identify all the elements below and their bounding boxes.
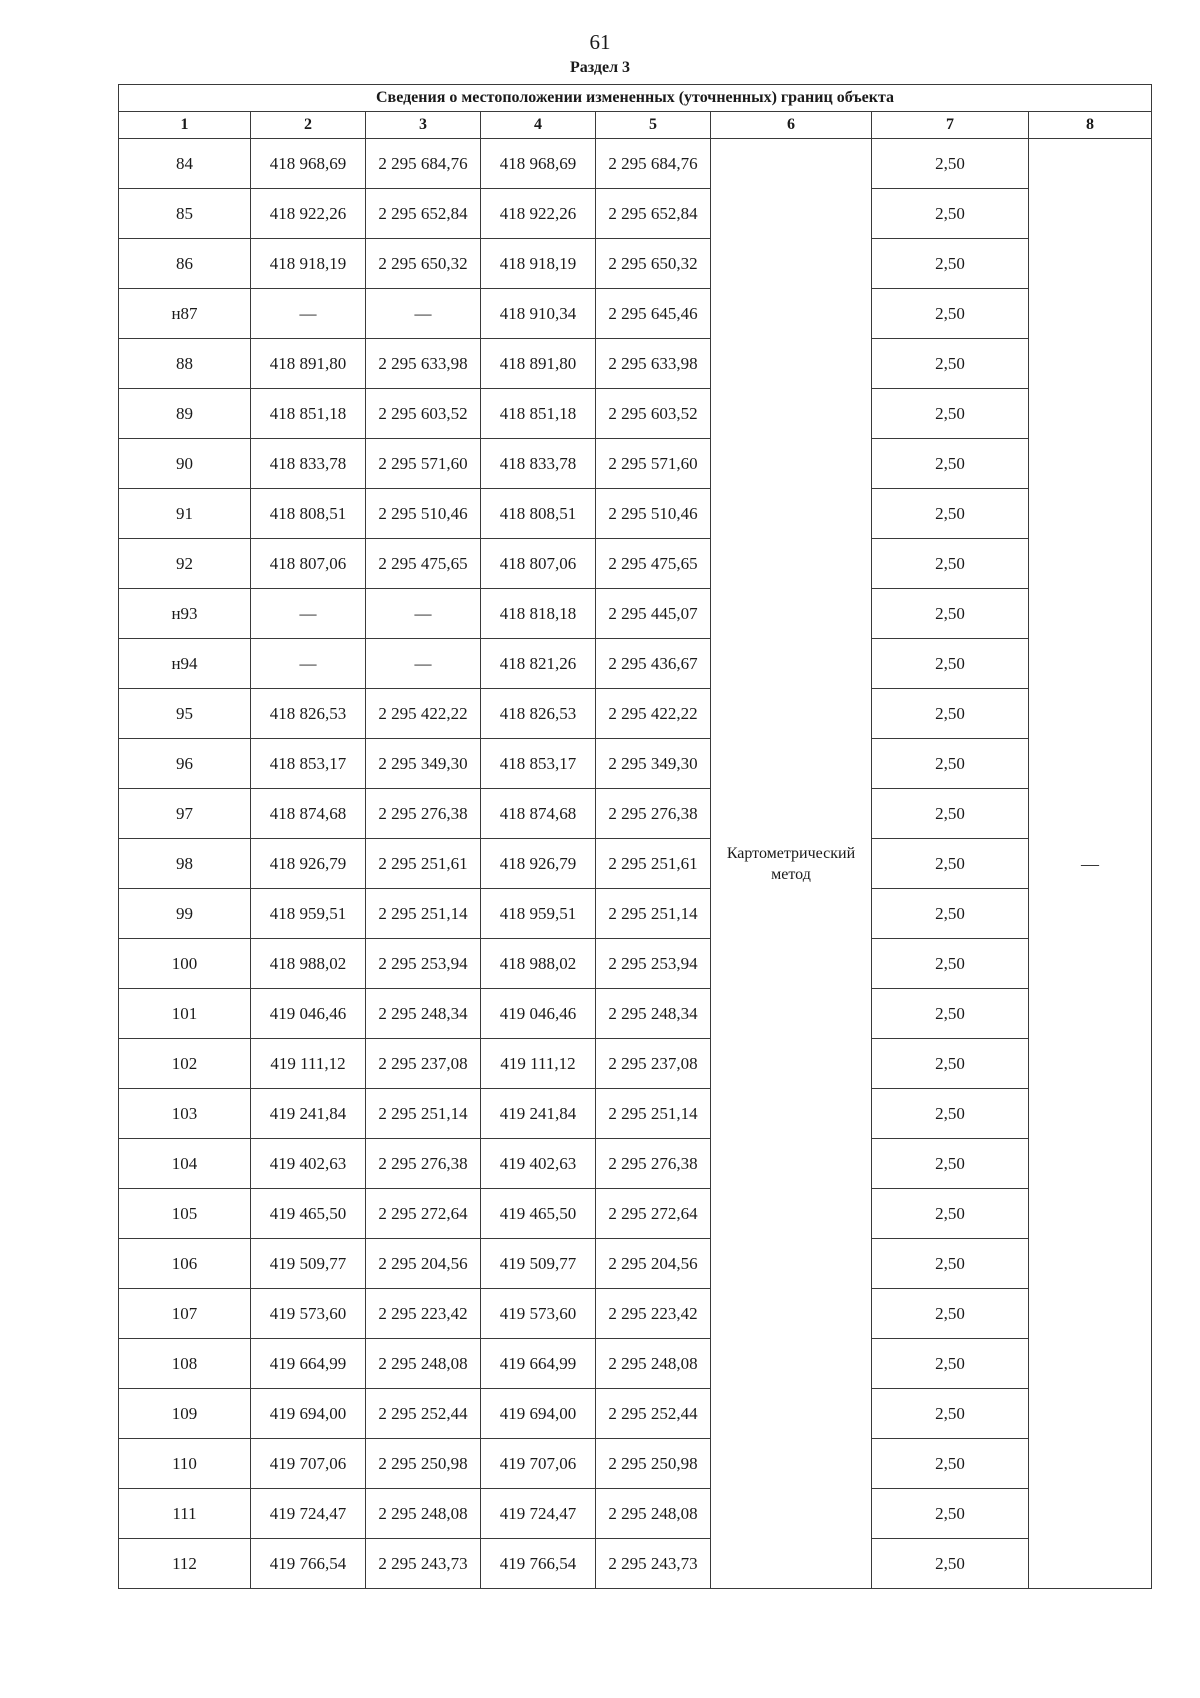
column-number: 3 xyxy=(366,112,481,139)
new-y-cell: 2 295 276,38 xyxy=(596,789,711,839)
table-row xyxy=(119,739,1152,789)
new-x-cell: 418 851,18 xyxy=(481,389,596,439)
table-row xyxy=(119,439,1152,489)
column-number: 5 xyxy=(596,112,711,139)
old-x-cell: 419 664,99 xyxy=(251,1339,366,1389)
old-y-cell: 2 295 272,64 xyxy=(366,1189,481,1239)
point-number-cell: 96 xyxy=(119,739,251,789)
old-y-cell: 2 295 251,61 xyxy=(366,839,481,889)
old-x-cell: 419 046,46 xyxy=(251,989,366,1039)
new-x-cell: 419 402,63 xyxy=(481,1139,596,1189)
old-y-cell: 2 295 652,84 xyxy=(366,189,481,239)
point-number-cell: 98 xyxy=(119,839,251,889)
old-x-cell: 418 851,18 xyxy=(251,389,366,439)
new-y-cell: 2 295 248,08 xyxy=(596,1489,711,1539)
accuracy-cell: 2,50 xyxy=(872,389,1029,439)
new-y-cell: 2 295 251,61 xyxy=(596,839,711,889)
new-x-cell: 418 826,53 xyxy=(481,689,596,739)
table-row xyxy=(119,639,1152,689)
old-y-cell: 2 295 251,14 xyxy=(366,1089,481,1139)
new-x-cell: 418 918,19 xyxy=(481,239,596,289)
old-x-cell: — xyxy=(251,289,366,339)
column-number: 2 xyxy=(251,112,366,139)
new-y-cell: 2 295 436,67 xyxy=(596,639,711,689)
point-number-cell: н93 xyxy=(119,589,251,639)
new-y-cell: 2 295 248,08 xyxy=(596,1339,711,1389)
new-y-cell: 2 295 251,14 xyxy=(596,889,711,939)
table-row xyxy=(119,339,1152,389)
old-x-cell: 418 874,68 xyxy=(251,789,366,839)
new-y-cell: 2 295 445,07 xyxy=(596,589,711,639)
accuracy-cell: 2,50 xyxy=(872,289,1029,339)
old-x-cell: 419 766,54 xyxy=(251,1539,366,1589)
new-y-cell: 2 295 571,60 xyxy=(596,439,711,489)
old-x-cell: 419 465,50 xyxy=(251,1189,366,1239)
accuracy-cell: 2,50 xyxy=(872,789,1029,839)
point-number-cell: н94 xyxy=(119,639,251,689)
new-x-cell: 418 874,68 xyxy=(481,789,596,839)
table-row xyxy=(119,989,1152,1039)
table-row xyxy=(119,889,1152,939)
new-y-cell: 2 295 475,65 xyxy=(596,539,711,589)
old-y-cell: 2 295 243,73 xyxy=(366,1539,481,1589)
new-x-cell: 419 465,50 xyxy=(481,1189,596,1239)
old-y-cell: 2 295 252,44 xyxy=(366,1389,481,1439)
new-y-cell: 2 295 251,14 xyxy=(596,1089,711,1139)
method-cell: Картометрический метод xyxy=(711,139,872,1589)
accuracy-cell: 2,50 xyxy=(872,1339,1029,1389)
old-y-cell: — xyxy=(366,639,481,689)
new-y-cell: 2 295 272,64 xyxy=(596,1189,711,1239)
point-number-cell: 95 xyxy=(119,689,251,739)
old-x-cell: 418 833,78 xyxy=(251,439,366,489)
old-y-cell: 2 295 250,98 xyxy=(366,1439,481,1489)
accuracy-cell: 2,50 xyxy=(872,1189,1029,1239)
old-x-cell: 418 926,79 xyxy=(251,839,366,889)
old-y-cell: 2 295 223,42 xyxy=(366,1289,481,1339)
old-y-cell: — xyxy=(366,589,481,639)
accuracy-cell: 2,50 xyxy=(872,889,1029,939)
point-number-cell: 105 xyxy=(119,1189,251,1239)
table-row xyxy=(119,1439,1152,1489)
old-y-cell: 2 295 349,30 xyxy=(366,739,481,789)
new-x-cell: 418 807,06 xyxy=(481,539,596,589)
table-row xyxy=(119,1139,1152,1189)
accuracy-cell: 2,50 xyxy=(872,989,1029,1039)
accuracy-cell: 2,50 xyxy=(872,439,1029,489)
point-number-cell: 86 xyxy=(119,239,251,289)
old-x-cell: 418 808,51 xyxy=(251,489,366,539)
old-y-cell: 2 295 276,38 xyxy=(366,1139,481,1189)
table-row xyxy=(119,1039,1152,1089)
table-row xyxy=(119,1389,1152,1439)
old-x-cell: 418 918,19 xyxy=(251,239,366,289)
old-y-cell: 2 295 248,08 xyxy=(366,1489,481,1539)
new-y-cell: 2 295 603,52 xyxy=(596,389,711,439)
new-x-cell: 418 922,26 xyxy=(481,189,596,239)
new-x-cell: 419 573,60 xyxy=(481,1289,596,1339)
table-row xyxy=(119,1539,1152,1589)
accuracy-cell: 2,50 xyxy=(872,489,1029,539)
new-x-cell: 419 707,06 xyxy=(481,1439,596,1489)
table-row xyxy=(119,189,1152,239)
accuracy-cell: 2,50 xyxy=(872,1439,1029,1489)
accuracy-cell: 2,50 xyxy=(872,639,1029,689)
point-number-cell: 109 xyxy=(119,1389,251,1439)
accuracy-cell: 2,50 xyxy=(872,689,1029,739)
column-number: 6 xyxy=(711,112,872,139)
old-y-cell: 2 295 248,08 xyxy=(366,1339,481,1389)
point-number-cell: 92 xyxy=(119,539,251,589)
table-row xyxy=(119,1289,1152,1339)
accuracy-cell: 2,50 xyxy=(872,1389,1029,1439)
accuracy-cell: 2,50 xyxy=(872,939,1029,989)
column-number: 8 xyxy=(1029,112,1152,139)
point-number-cell: 85 xyxy=(119,189,251,239)
accuracy-cell: 2,50 xyxy=(872,739,1029,789)
table-row xyxy=(119,589,1152,639)
new-x-cell: 419 111,12 xyxy=(481,1039,596,1089)
table-row xyxy=(119,939,1152,989)
old-y-cell: 2 295 603,52 xyxy=(366,389,481,439)
new-x-cell: 418 926,79 xyxy=(481,839,596,889)
old-y-cell: 2 295 248,34 xyxy=(366,989,481,1039)
old-x-cell: 419 724,47 xyxy=(251,1489,366,1539)
old-x-cell: 419 241,84 xyxy=(251,1089,366,1139)
old-x-cell: — xyxy=(251,589,366,639)
new-y-cell: 2 295 252,44 xyxy=(596,1389,711,1439)
page-number: 61 xyxy=(589,30,611,54)
old-y-cell: 2 295 237,08 xyxy=(366,1039,481,1089)
point-number-cell: 90 xyxy=(119,439,251,489)
old-y-cell: 2 295 253,94 xyxy=(366,939,481,989)
old-x-cell: 419 509,77 xyxy=(251,1239,366,1289)
old-y-cell: 2 295 204,56 xyxy=(366,1239,481,1289)
new-x-cell: 418 818,18 xyxy=(481,589,596,639)
new-y-cell: 2 295 652,84 xyxy=(596,189,711,239)
table-caption: Сведения о местоположении измененных (уточненных) границ объекта xyxy=(119,85,1152,112)
new-x-cell: 418 833,78 xyxy=(481,439,596,489)
old-x-cell: 418 807,06 xyxy=(251,539,366,589)
table-row xyxy=(119,539,1152,589)
table-row xyxy=(119,139,1152,189)
old-x-cell: 419 694,00 xyxy=(251,1389,366,1439)
point-number-cell: 102 xyxy=(119,1039,251,1089)
table-row xyxy=(119,289,1152,339)
accuracy-cell: 2,50 xyxy=(872,839,1029,889)
point-number-cell: 88 xyxy=(119,339,251,389)
new-y-cell: 2 295 633,98 xyxy=(596,339,711,389)
old-x-cell: 418 826,53 xyxy=(251,689,366,739)
new-y-cell: 2 295 650,32 xyxy=(596,239,711,289)
old-x-cell: — xyxy=(251,639,366,689)
point-number-cell: н87 xyxy=(119,289,251,339)
old-x-cell: 419 573,60 xyxy=(251,1289,366,1339)
new-y-cell: 2 295 510,46 xyxy=(596,489,711,539)
point-number-cell: 108 xyxy=(119,1339,251,1389)
column-number: 4 xyxy=(481,112,596,139)
point-number-cell: 100 xyxy=(119,939,251,989)
accuracy-cell: 2,50 xyxy=(872,1139,1029,1189)
new-y-cell: 2 295 248,34 xyxy=(596,989,711,1039)
accuracy-cell: 2,50 xyxy=(872,1289,1029,1339)
new-y-cell: 2 295 276,38 xyxy=(596,1139,711,1189)
new-x-cell: 419 766,54 xyxy=(481,1539,596,1589)
new-x-cell: 419 694,00 xyxy=(481,1389,596,1439)
table-row xyxy=(119,1339,1152,1389)
point-number-cell: 84 xyxy=(119,139,251,189)
table-row xyxy=(119,1489,1152,1539)
new-y-cell: 2 295 250,98 xyxy=(596,1439,711,1489)
table-row xyxy=(119,789,1152,839)
point-number-cell: 91 xyxy=(119,489,251,539)
old-x-cell: 418 959,51 xyxy=(251,889,366,939)
point-number-cell: 112 xyxy=(119,1539,251,1589)
new-x-cell: 419 241,84 xyxy=(481,1089,596,1139)
new-y-cell: 2 295 684,76 xyxy=(596,139,711,189)
new-x-cell: 418 910,34 xyxy=(481,289,596,339)
table-row xyxy=(119,489,1152,539)
old-x-cell: 419 402,63 xyxy=(251,1139,366,1189)
coordinates-table xyxy=(118,84,1152,1589)
new-y-cell: 2 295 243,73 xyxy=(596,1539,711,1589)
point-number-cell: 107 xyxy=(119,1289,251,1339)
old-y-cell: 2 295 684,76 xyxy=(366,139,481,189)
new-x-cell: 418 853,17 xyxy=(481,739,596,789)
accuracy-cell: 2,50 xyxy=(872,1489,1029,1539)
new-x-cell: 418 959,51 xyxy=(481,889,596,939)
new-x-cell: 418 808,51 xyxy=(481,489,596,539)
accuracy-cell: 2,50 xyxy=(872,1539,1029,1589)
column-number: 1 xyxy=(119,112,251,139)
table-row xyxy=(119,1089,1152,1139)
old-x-cell: 418 968,69 xyxy=(251,139,366,189)
accuracy-cell: 2,50 xyxy=(872,539,1029,589)
new-y-cell: 2 295 204,56 xyxy=(596,1239,711,1289)
old-y-cell: — xyxy=(366,289,481,339)
old-y-cell: 2 295 650,32 xyxy=(366,239,481,289)
accuracy-cell: 2,50 xyxy=(872,239,1029,289)
accuracy-cell: 2,50 xyxy=(872,189,1029,239)
point-number-cell: 103 xyxy=(119,1089,251,1139)
table-row xyxy=(119,1239,1152,1289)
accuracy-cell: 2,50 xyxy=(872,1039,1029,1089)
point-number-cell: 89 xyxy=(119,389,251,439)
old-y-cell: 2 295 276,38 xyxy=(366,789,481,839)
accuracy-cell: 2,50 xyxy=(872,339,1029,389)
new-y-cell: 2 295 422,22 xyxy=(596,689,711,739)
point-number-cell: 97 xyxy=(119,789,251,839)
old-x-cell: 419 707,06 xyxy=(251,1439,366,1489)
table-row xyxy=(119,689,1152,739)
new-y-cell: 2 295 253,94 xyxy=(596,939,711,989)
new-x-cell: 419 509,77 xyxy=(481,1239,596,1289)
new-x-cell: 418 988,02 xyxy=(481,939,596,989)
accuracy-cell: 2,50 xyxy=(872,139,1029,189)
old-y-cell: 2 295 571,60 xyxy=(366,439,481,489)
new-x-cell: 418 968,69 xyxy=(481,139,596,189)
old-y-cell: 2 295 422,22 xyxy=(366,689,481,739)
accuracy-cell: 2,50 xyxy=(872,1089,1029,1139)
new-y-cell: 2 295 223,42 xyxy=(596,1289,711,1339)
point-number-cell: 104 xyxy=(119,1139,251,1189)
new-y-cell: 2 295 349,30 xyxy=(596,739,711,789)
point-number-cell: 111 xyxy=(119,1489,251,1539)
new-y-cell: 2 295 237,08 xyxy=(596,1039,711,1089)
point-number-cell: 110 xyxy=(119,1439,251,1489)
accuracy-cell: 2,50 xyxy=(872,589,1029,639)
point-number-cell: 99 xyxy=(119,889,251,939)
old-x-cell: 418 891,80 xyxy=(251,339,366,389)
old-y-cell: 2 295 633,98 xyxy=(366,339,481,389)
old-x-cell: 418 922,26 xyxy=(251,189,366,239)
point-number-cell: 101 xyxy=(119,989,251,1039)
old-x-cell: 418 853,17 xyxy=(251,739,366,789)
new-x-cell: 419 664,99 xyxy=(481,1339,596,1389)
old-x-cell: 419 111,12 xyxy=(251,1039,366,1089)
new-x-cell: 419 724,47 xyxy=(481,1489,596,1539)
new-x-cell: 418 821,26 xyxy=(481,639,596,689)
old-y-cell: 2 295 475,65 xyxy=(366,539,481,589)
table-row xyxy=(119,389,1152,439)
column-number: 7 xyxy=(872,112,1029,139)
section-title: Раздел 3 xyxy=(569,59,631,76)
table-row xyxy=(119,239,1152,289)
new-x-cell: 419 046,46 xyxy=(481,989,596,1039)
old-y-cell: 2 295 510,46 xyxy=(366,489,481,539)
new-y-cell: 2 295 645,46 xyxy=(596,289,711,339)
accuracy-cell: 2,50 xyxy=(872,1239,1029,1289)
column-8-cell: — xyxy=(1029,139,1152,1589)
old-y-cell: 2 295 251,14 xyxy=(366,889,481,939)
point-number-cell: 106 xyxy=(119,1239,251,1289)
new-x-cell: 418 891,80 xyxy=(481,339,596,389)
table-row xyxy=(119,839,1152,889)
old-x-cell: 418 988,02 xyxy=(251,939,366,989)
table-row xyxy=(119,1189,1152,1239)
column-number-row xyxy=(119,112,1152,139)
